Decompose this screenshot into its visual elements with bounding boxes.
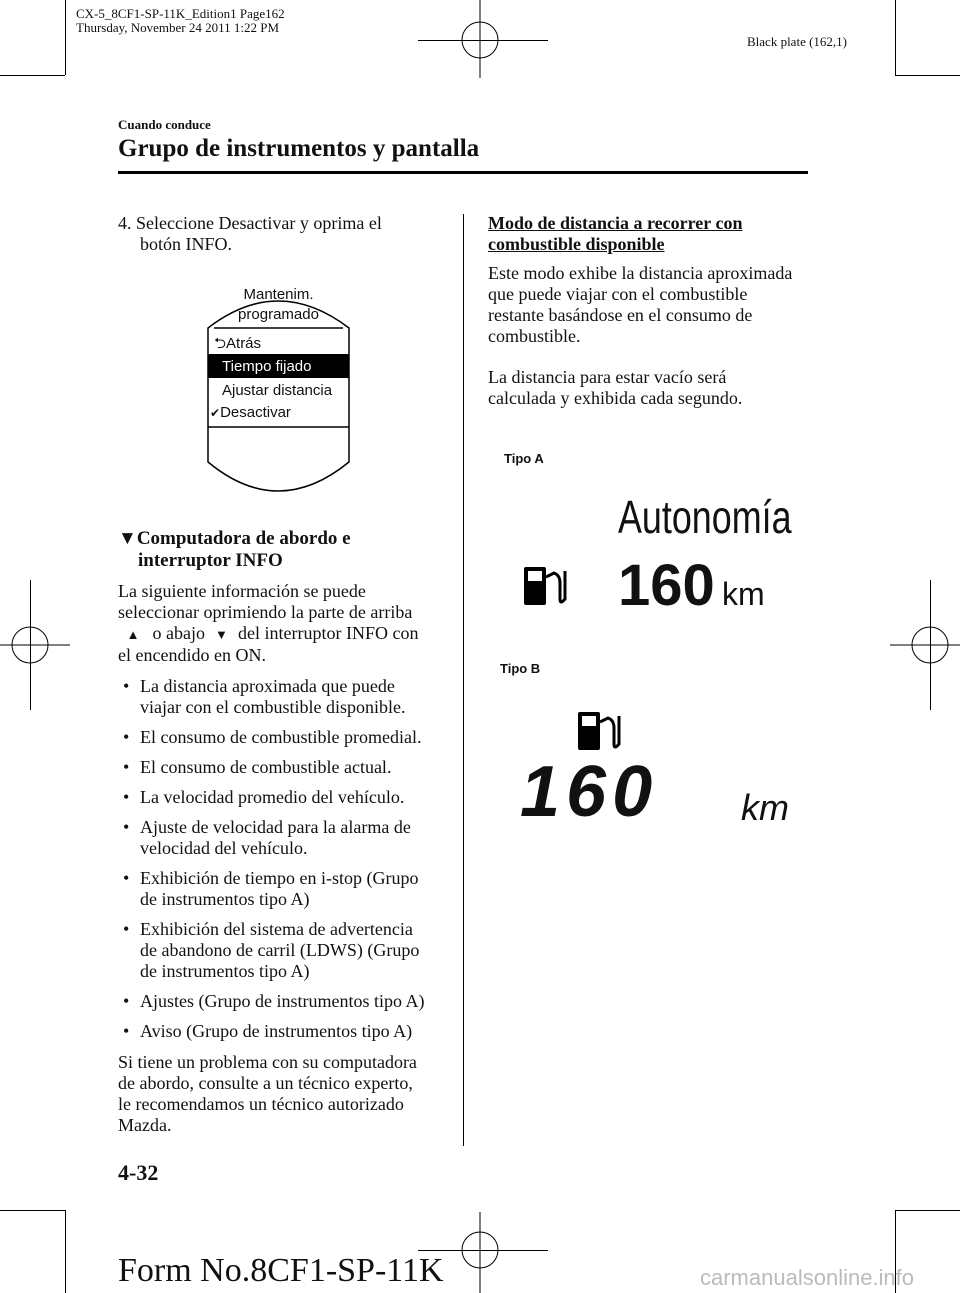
menu-title xyxy=(206,285,351,325)
mode-description: Este modo exhibe la distancia aproximada que puede viajar con el combustible restante basándose en el consumo de combustible. xyxy=(488,263,793,346)
list-item: • La velocidad promedio del vehículo. xyxy=(123,787,405,807)
plate-label: Black plate (162,1) xyxy=(747,34,847,49)
tipo-a-label: Tipo A xyxy=(504,451,544,466)
subheading xyxy=(118,528,351,572)
info-bullet-list xyxy=(118,676,463,1051)
tipo-b-segment-value: 160 xyxy=(520,752,659,832)
print-date-line: Thursday, November 24 2011 1:22 PM xyxy=(76,20,280,35)
tipo-b-unit: km xyxy=(741,787,789,828)
step-number: 4. xyxy=(118,213,132,233)
form-number: Form No.8CF1-SP-11K xyxy=(118,1252,444,1289)
autonomia-title: Autonomía xyxy=(618,491,792,543)
watermark: carmanualsonline.info xyxy=(700,1265,915,1290)
list-item: • Exhibición de tiempo en i-stop (Grupo de instrumentos tipo A) xyxy=(123,868,419,909)
intro-paragraph: La siguiente información se puede seleccionar oprimiendo la parte de arriba ▲ o abajo ▼ del interruptor INFO con el encendido en ON. xyxy=(118,581,419,665)
fuel-pump-icon xyxy=(522,563,572,609)
breadcrumb: Cuando conduce xyxy=(118,117,211,132)
menu-item-deactivate: ✔Desactivar xyxy=(210,404,291,421)
calc-description: La distancia para estar vacío será calculada y exhibida cada segundo. xyxy=(488,367,743,408)
menu-item-distance: Ajustar distancia xyxy=(222,382,333,399)
step-4 xyxy=(118,213,382,234)
list-item: • Aviso (Grupo de instrumentos tipo A) xyxy=(123,1021,413,1041)
tipo-b-label: Tipo B xyxy=(500,661,541,676)
up-arrow-icon: ▲ xyxy=(126,627,140,642)
checkmark-icon: ✔ xyxy=(210,406,221,420)
closing-paragraph: Si tiene un problema con su computadora de abordo, consulte a un técnico experto, le recomendamos un técnico autorizado Mazda. xyxy=(118,1052,417,1135)
list-item: • El consumo de combustible promedial. xyxy=(123,727,422,747)
column-divider xyxy=(463,214,464,1146)
menu-display-figure xyxy=(206,280,351,505)
print-file-line: CX-5_8CF1-SP-11K_Edition1 Page162 xyxy=(76,6,285,21)
subheading-line1: Computadora de abordo e xyxy=(136,528,351,549)
page-title: Grupo de instrumentos y pantalla xyxy=(118,135,480,162)
list-item: • Ajustes (Grupo de instrumentos tipo A) xyxy=(123,991,425,1011)
title-rule xyxy=(118,171,808,174)
tipo-a-value: 160 xyxy=(618,553,715,618)
back-arrow-icon: ⮌ xyxy=(214,335,227,352)
list-item: • Exhibición del sistema de advertencia de abandono de carril (LDWS) (Grupo de instrumentos tipo A) xyxy=(123,919,420,981)
fuel-pump-icon xyxy=(576,708,626,754)
menu-title-line2: programado xyxy=(238,306,319,323)
menu-title-line1: Mantenim. xyxy=(243,286,314,303)
list-item: • El consumo de combustible actual. xyxy=(123,757,392,777)
tipo-a-unit: km xyxy=(722,576,765,612)
triangle-marker-icon: ▼ xyxy=(118,528,137,549)
page-number: 4-32 xyxy=(118,1160,159,1185)
right-heading: Modo de distancia a recorrer con combustible disponible xyxy=(488,213,743,254)
menu-item-back: ⮌Atrás xyxy=(214,335,262,352)
subheading-line2: interruptor INFO xyxy=(138,550,283,571)
step-text-line1: Seleccione Desactivar y oprima el xyxy=(136,213,382,233)
list-item: • La distancia aproximada que puede viajar con el combustible disponible. xyxy=(123,676,406,717)
list-item: • Ajuste de velocidad para la alarma de velocidad del vehículo. xyxy=(123,817,411,858)
step-text-line2: botón INFO. xyxy=(140,234,233,254)
down-arrow-icon: ▼ xyxy=(215,627,228,642)
menu-item-selected: Tiempo fijado xyxy=(222,358,312,375)
